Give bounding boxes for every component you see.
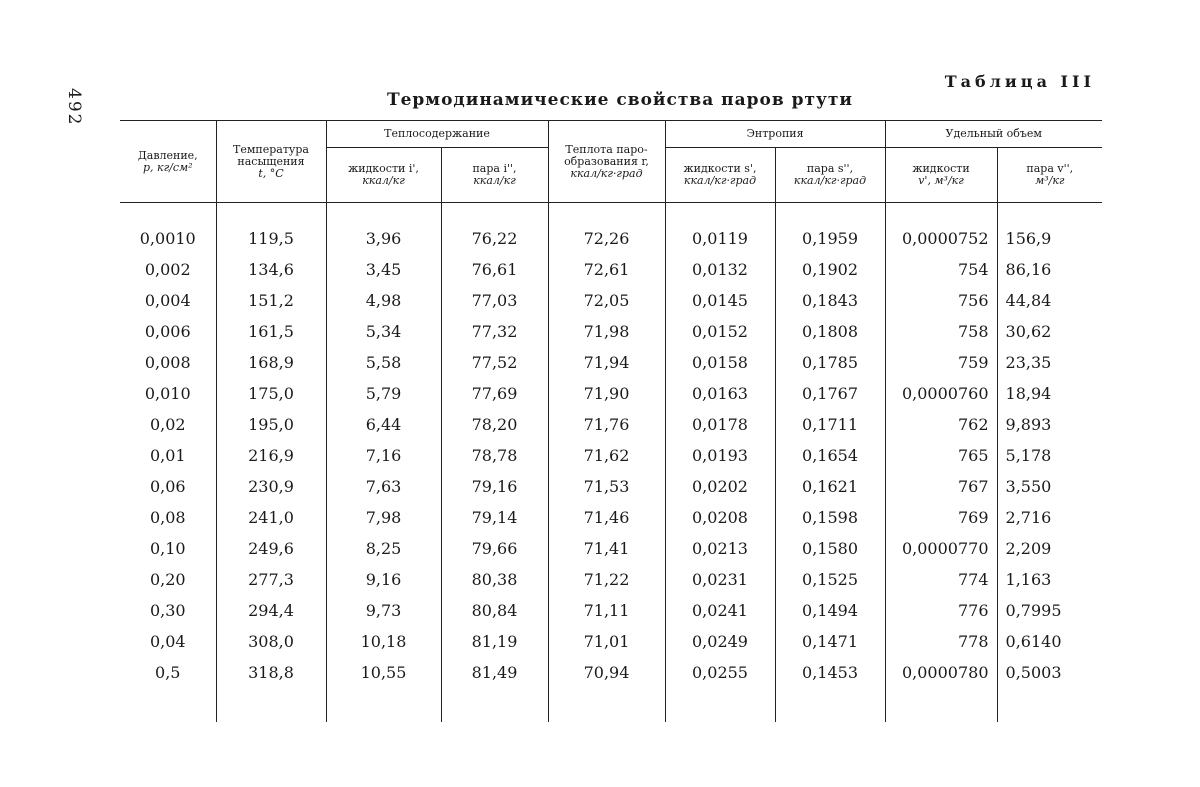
cell-volume-liquid: 765 — [885, 440, 997, 471]
cell-pressure: 0,06 — [149, 477, 186, 496]
cell-volume-vapor: 18,94 — [997, 378, 1102, 409]
cell-volume-liquid: 759 — [885, 347, 997, 378]
cell-entropy-vapor: 0,1902 — [775, 254, 885, 285]
cell-volume-liquid: 767 — [885, 471, 997, 502]
cell-enthalpy-liquid: 6,44 — [326, 409, 441, 440]
cell-enthalpy-vapor: 79,66 — [441, 533, 548, 564]
cell-pressure: 0,20 — [149, 570, 186, 589]
cell-entropy-vapor: 0,1525 — [775, 564, 885, 595]
cell-enthalpy-liquid: 9,73 — [326, 595, 441, 626]
cell-volume-vapor: 5,178 — [997, 440, 1102, 471]
cell-volume-liquid: 0,0000780 — [885, 657, 997, 688]
cell-pressure: 0,04 — [149, 632, 186, 651]
cell-volume-vapor: 2,209 — [997, 533, 1102, 564]
table-row — [120, 626, 1102, 657]
cell-volume-vapor: 44,84 — [997, 285, 1102, 316]
cell-enthalpy-vapor: 79,14 — [441, 502, 548, 533]
cell-enthalpy-liquid: 10,18 — [326, 626, 441, 657]
table-title: Термодинамические свойства паров ртути — [386, 90, 854, 110]
cell-entropy-liquid: 0,0132 — [665, 254, 775, 285]
cell-temperature: 294,4 — [216, 595, 326, 626]
cell-volume-liquid: 0,0000760 — [885, 378, 997, 409]
cell-enthalpy-vapor: 77,69 — [441, 378, 548, 409]
cell-volume-liquid: 0,0000752 — [885, 223, 997, 254]
header-volume-group: Удельный объем — [885, 121, 1102, 148]
cell-entropy-liquid: 0,0193 — [665, 440, 775, 471]
table-row — [120, 254, 1102, 285]
cell-volume-vapor: 1,163 — [997, 564, 1102, 595]
header-temperature: Температура насыщения t, °C — [216, 121, 326, 203]
cell-entropy-liquid: 0,0119 — [665, 223, 775, 254]
cell-volume-liquid: 778 — [885, 626, 997, 657]
cell-enthalpy-vapor: 76,61 — [441, 254, 548, 285]
cell-pressure: 0,002 — [144, 260, 191, 279]
cell-volume-vapor: 0,6140 — [997, 626, 1102, 657]
cell-enthalpy-liquid: 7,63 — [326, 471, 441, 502]
header-volume-vapor: пара v'', м³/кг — [997, 148, 1102, 203]
cell-temperature: 195,0 — [216, 409, 326, 440]
cell-enthalpy-vapor: 79,16 — [441, 471, 548, 502]
cell-entropy-vapor: 0,1711 — [775, 409, 885, 440]
cell-heat: 71,11 — [548, 595, 665, 626]
cell-volume-vapor: 3,550 — [997, 471, 1102, 502]
cell-heat: 71,22 — [548, 564, 665, 595]
cell-volume-liquid: 754 — [885, 254, 997, 285]
cell-temperature: 308,0 — [216, 626, 326, 657]
cell-temperature: 249,6 — [216, 533, 326, 564]
cell-pressure: 0,08 — [149, 508, 186, 527]
table-label: Таблица III — [944, 72, 1095, 91]
table-row — [120, 378, 1102, 409]
cell-entropy-vapor: 0,1621 — [775, 471, 885, 502]
cell-temperature: 151,2 — [216, 285, 326, 316]
table-row — [120, 564, 1102, 595]
cell-entropy-vapor: 0,1494 — [775, 595, 885, 626]
cell-temperature: 119,5 — [216, 223, 326, 254]
cell-entropy-vapor: 0,1453 — [775, 657, 885, 688]
cell-entropy-vapor: 0,1808 — [775, 316, 885, 347]
cell-entropy-vapor: 0,1654 — [775, 440, 885, 471]
cell-pressure: 0,30 — [149, 601, 186, 620]
cell-heat: 71,98 — [548, 316, 665, 347]
cell-entropy-vapor: 0,1785 — [775, 347, 885, 378]
cell-enthalpy-liquid: 7,16 — [326, 440, 441, 471]
cell-enthalpy-vapor: 81,49 — [441, 657, 548, 688]
cell-volume-vapor: 86,16 — [997, 254, 1102, 285]
cell-heat: 72,61 — [548, 254, 665, 285]
cell-heat: 72,26 — [548, 223, 665, 254]
cell-temperature: 134,6 — [216, 254, 326, 285]
cell-entropy-liquid: 0,0178 — [665, 409, 775, 440]
cell-heat: 71,46 — [548, 502, 665, 533]
cell-volume-liquid: 762 — [885, 409, 997, 440]
table-row — [120, 657, 1102, 688]
cell-entropy-liquid: 0,0249 — [665, 626, 775, 657]
cell-volume-vapor: 30,62 — [997, 316, 1102, 347]
cell-entropy-liquid: 0,0213 — [665, 533, 775, 564]
cell-volume-vapor: 2,716 — [997, 502, 1102, 533]
cell-enthalpy-vapor: 76,22 — [441, 223, 548, 254]
cell-entropy-vapor: 0,1843 — [775, 285, 885, 316]
cell-pressure: 0,008 — [144, 353, 191, 372]
cell-enthalpy-liquid: 3,45 — [326, 254, 441, 285]
cell-enthalpy-vapor: 80,84 — [441, 595, 548, 626]
cell-volume-vapor: 0,5003 — [997, 657, 1102, 688]
header-entropy-group: Энтропия — [665, 121, 885, 148]
header-pressure: Давление, p, кг/см² — [120, 121, 216, 203]
cell-volume-liquid: 758 — [885, 316, 997, 347]
cell-temperature: 168,9 — [216, 347, 326, 378]
cell-enthalpy-liquid: 5,34 — [326, 316, 441, 347]
cell-enthalpy-liquid: 9,16 — [326, 564, 441, 595]
cell-enthalpy-liquid: 5,79 — [326, 378, 441, 409]
cell-volume-liquid: 0,0000770 — [885, 533, 997, 564]
cell-temperature: 277,3 — [216, 564, 326, 595]
cell-pressure: 0,01 — [149, 446, 186, 465]
cell-enthalpy-vapor: 77,52 — [441, 347, 548, 378]
cell-entropy-liquid: 0,0152 — [665, 316, 775, 347]
cell-pressure: 0,10 — [149, 539, 186, 558]
cell-temperature: 216,9 — [216, 440, 326, 471]
cell-enthalpy-vapor: 77,32 — [441, 316, 548, 347]
cell-enthalpy-liquid: 8,25 — [326, 533, 441, 564]
table-row — [120, 409, 1102, 440]
page-number: 492 — [64, 88, 84, 127]
cell-enthalpy-liquid: 4,98 — [326, 285, 441, 316]
cell-enthalpy-liquid: 7,98 — [326, 502, 441, 533]
cell-heat: 71,62 — [548, 440, 665, 471]
cell-pressure: 0,02 — [149, 415, 186, 434]
cell-heat: 71,41 — [548, 533, 665, 564]
cell-volume-vapor: 9,893 — [997, 409, 1102, 440]
cell-enthalpy-vapor: 78,78 — [441, 440, 548, 471]
cell-temperature: 175,0 — [216, 378, 326, 409]
cell-enthalpy-liquid: 5,58 — [326, 347, 441, 378]
table-row — [120, 316, 1102, 347]
cell-heat: 71,90 — [548, 378, 665, 409]
cell-enthalpy-vapor: 80,38 — [441, 564, 548, 595]
cell-heat: 71,94 — [548, 347, 665, 378]
cell-volume-liquid: 756 — [885, 285, 997, 316]
header-enthalpy-vapor: пара i'', ккал/кг — [441, 148, 548, 203]
cell-entropy-liquid: 0,0255 — [665, 657, 775, 688]
cell-enthalpy-liquid: 10,55 — [326, 657, 441, 688]
table-row — [120, 533, 1102, 564]
data-table — [120, 120, 1102, 722]
table-row — [120, 502, 1102, 533]
cell-heat: 71,01 — [548, 626, 665, 657]
cell-heat: 72,05 — [548, 285, 665, 316]
cell-pressure: 0,5 — [155, 663, 181, 682]
cell-heat: 71,76 — [548, 409, 665, 440]
cell-pressure: 0,010 — [144, 384, 191, 403]
cell-volume-vapor: 0,7995 — [997, 595, 1102, 626]
cell-heat: 71,53 — [548, 471, 665, 502]
cell-entropy-vapor: 0,1598 — [775, 502, 885, 533]
header-heat: Теплота паро-образования r, ккал/кг·град — [548, 121, 665, 203]
header-entropy-vapor: пара s'', ккал/кг·град — [775, 148, 885, 203]
cell-temperature: 241,0 — [216, 502, 326, 533]
cell-temperature: 161,5 — [216, 316, 326, 347]
cell-volume-liquid: 769 — [885, 502, 997, 533]
table-row — [120, 595, 1102, 626]
table-row — [120, 440, 1102, 471]
cell-temperature: 230,9 — [216, 471, 326, 502]
cell-entropy-vapor: 0,1580 — [775, 533, 885, 564]
cell-entropy-liquid: 0,0158 — [665, 347, 775, 378]
cell-volume-vapor: 156,9 — [997, 223, 1102, 254]
cell-heat: 70,94 — [548, 657, 665, 688]
cell-volume-liquid: 774 — [885, 564, 997, 595]
cell-entropy-vapor: 0,1471 — [775, 626, 885, 657]
cell-entropy-liquid: 0,0202 — [665, 471, 775, 502]
cell-temperature: 318,8 — [216, 657, 326, 688]
header-volume-liquid: жидкости v', м³/кг — [885, 148, 997, 203]
cell-entropy-vapor: 0,1959 — [775, 223, 885, 254]
header-enthalpy-liquid: жидкости i', ккал/кг — [326, 148, 441, 203]
cell-pressure: 0,004 — [144, 291, 191, 310]
cell-enthalpy-vapor: 77,03 — [441, 285, 548, 316]
cell-pressure: 0,0010 — [139, 229, 196, 248]
cell-volume-liquid: 776 — [885, 595, 997, 626]
cell-entropy-liquid: 0,0145 — [665, 285, 775, 316]
cell-entropy-vapor: 0,1767 — [775, 378, 885, 409]
cell-volume-vapor: 23,35 — [997, 347, 1102, 378]
cell-pressure: 0,006 — [144, 322, 191, 341]
cell-entropy-liquid: 0,0208 — [665, 502, 775, 533]
cell-enthalpy-liquid: 3,96 — [326, 223, 441, 254]
table-row — [120, 285, 1102, 316]
table-row — [120, 223, 1102, 254]
cell-entropy-liquid: 0,0241 — [665, 595, 775, 626]
header-entropy-liquid: жидкости s', ккал/кг·град — [665, 148, 775, 203]
cell-entropy-liquid: 0,0231 — [665, 564, 775, 595]
cell-entropy-liquid: 0,0163 — [665, 378, 775, 409]
table-row — [120, 471, 1102, 502]
cell-enthalpy-vapor: 81,19 — [441, 626, 548, 657]
cell-enthalpy-vapor: 78,20 — [441, 409, 548, 440]
table-row — [120, 347, 1102, 378]
header-enthalpy-group: Теплосодержание — [326, 121, 548, 148]
